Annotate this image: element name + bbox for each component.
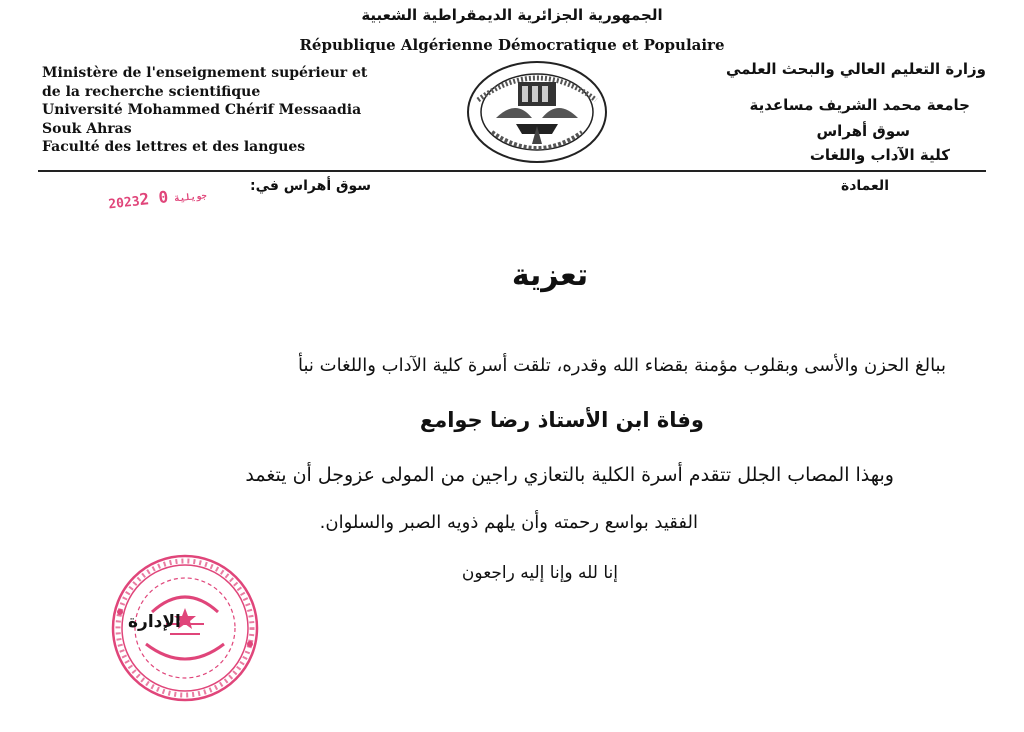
university-name-ar: جامعة محمد الشريف مساعدية (749, 96, 970, 114)
document-title: تعزية (511, 258, 589, 293)
deanship-label: العمادة (840, 178, 889, 194)
date-stamp-year: 2023 (107, 194, 141, 213)
university-name-fr: Université Mohammed Chérif Messaadia (42, 102, 362, 118)
university-emblem-icon (466, 60, 608, 164)
body-line-1: ببالغ الحزن والأسى وبقلوب مؤمنة بقضاء الله وقدره، تلقت أسرة كلية الآداب واللغات نبأ (298, 355, 946, 376)
ministry-line-fr: Ministère de l'enseignement supérieur et (42, 65, 368, 81)
faculty-ar: كلية الآداب واللغات (809, 146, 950, 164)
faculty-fr: Faculté des lettres et des langues (42, 139, 306, 155)
republic-title-ar: الجمهورية الجزائرية الديمقراطية الشعبية (361, 6, 663, 24)
ministry-line-fr-2: de la recherche scientifique (42, 83, 261, 100)
date-stamp-day: 0 2 (138, 187, 170, 210)
city-ar: سوق أهراس (816, 122, 910, 140)
body-line-5: إنا لله وإنا إليه راجعون (461, 563, 618, 583)
body-line-3: وبهذا المصاب الجلل تتقدم أسرة الكلية بالتعازي راجين من المولى عزوجل أن يتغمد (245, 464, 894, 486)
city-fr: Souk Ahras (42, 120, 132, 137)
republic-title-fr: République Algérienne Démocratique et Populaire (299, 36, 725, 54)
date-label: سوق أهراس في: (250, 178, 372, 194)
header-divider (38, 170, 986, 172)
body-line-4: الفقيد بواسع رحمته وأن يلهم ذويه الصبر والسلوان. (319, 512, 698, 533)
administration-signature-label: الإدارة (128, 612, 181, 632)
body-line-2: وفاة ابن الأستاذ رضا جوامع (419, 408, 704, 432)
date-stamp (107, 183, 213, 213)
date-stamp-month: جويلية (174, 191, 208, 205)
institution-fr (42, 64, 367, 157)
ministry-ar: وزارة التعليم العالي والبحث العلمي (725, 60, 986, 78)
